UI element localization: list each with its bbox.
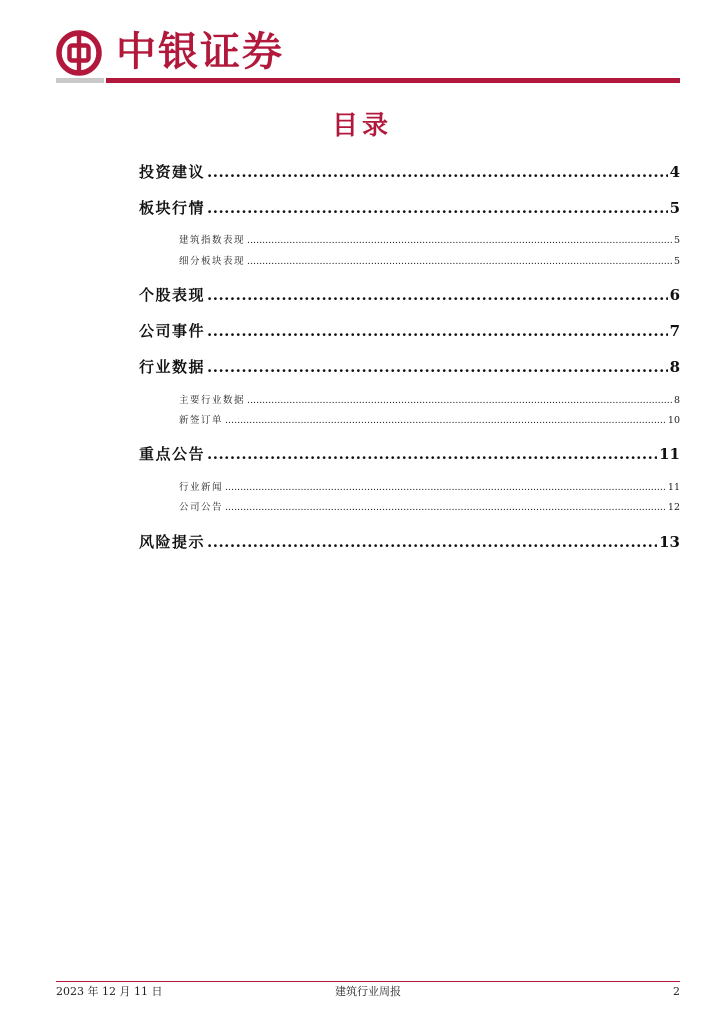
toc-entry[interactable] (139, 444, 680, 464)
toc-leader-dots (207, 162, 668, 182)
footer-date: 2023 年 12 月 11 日 (56, 985, 163, 998)
toc-entry-page: 13 (659, 533, 680, 551)
toc-leader-dots (247, 234, 672, 248)
toc-entry-label: 重点公告 (139, 445, 206, 463)
toc-leader-dots (207, 357, 668, 377)
toc-entry-label: 板块行情 (139, 199, 206, 217)
toc-subentry[interactable] (179, 414, 680, 428)
page-header (0, 0, 724, 90)
header-divider-grey (56, 78, 104, 83)
toc-subentry[interactable] (179, 394, 680, 408)
toc-leader-dots (207, 198, 668, 218)
toc-leader-dots (207, 532, 657, 552)
toc-entry-label: 公司事件 (139, 322, 206, 340)
footer-page-number: 2 (673, 985, 680, 998)
toc-entry-label: 行业数据 (139, 358, 206, 376)
toc-leader-dots (247, 394, 672, 408)
toc-entry-page: 5 (669, 199, 680, 217)
toc-entry-page: 10 (667, 415, 680, 426)
toc-entry-label: 主要行业数据 (179, 395, 246, 406)
toc-leader-dots (207, 321, 668, 341)
toc-entry-page: 8 (669, 358, 680, 376)
toc-entry[interactable] (139, 162, 680, 182)
bank-of-china-logo-icon (56, 30, 102, 76)
toc-entry[interactable] (139, 357, 680, 377)
toc-entry-page: 5 (673, 235, 680, 246)
toc-entry-page: 5 (673, 256, 680, 267)
toc-title: 目录 (331, 111, 392, 141)
toc-subentry[interactable] (179, 501, 680, 515)
toc-entry-page: 11 (659, 445, 680, 463)
toc-entry-page: 8 (673, 395, 680, 406)
toc-entry-label: 细分板块表现 (179, 256, 246, 267)
toc-entry[interactable] (139, 532, 680, 552)
toc-entry[interactable] (139, 285, 680, 305)
toc-entry-page: 6 (669, 286, 680, 304)
toc-leader-dots (225, 481, 666, 495)
toc-leader-dots (207, 444, 657, 464)
header-divider-red (106, 78, 680, 83)
toc-leader-dots (247, 255, 672, 269)
toc-entry-label: 行业新闻 (179, 482, 224, 493)
toc-leader-dots (225, 414, 666, 428)
toc-entry-label: 风险提示 (139, 533, 206, 551)
toc-entry-page: 11 (667, 482, 680, 493)
toc-subentry[interactable] (179, 255, 680, 269)
toc-entry-page: 12 (667, 502, 680, 513)
footer-divider (56, 981, 680, 982)
toc-entry-label: 建筑指数表现 (179, 235, 246, 246)
toc-entry[interactable] (139, 321, 680, 341)
toc-leader-dots (207, 285, 668, 305)
toc-leader-dots (225, 501, 666, 515)
toc-entry[interactable] (139, 198, 680, 218)
brand-name: 中银证券 (116, 28, 284, 75)
toc-entry-label: 公司公告 (179, 502, 224, 513)
toc-entry-page: 4 (669, 163, 680, 181)
toc-entry-page: 7 (669, 322, 680, 340)
footer-report-series: 建筑行业周报 (335, 985, 401, 998)
toc-entry-label: 投资建议 (139, 163, 206, 181)
toc-entry-label: 新签订单 (179, 415, 224, 426)
toc-subentry[interactable] (179, 234, 680, 248)
toc-subentry[interactable] (179, 481, 680, 495)
toc-entry-label: 个股表现 (139, 286, 206, 304)
